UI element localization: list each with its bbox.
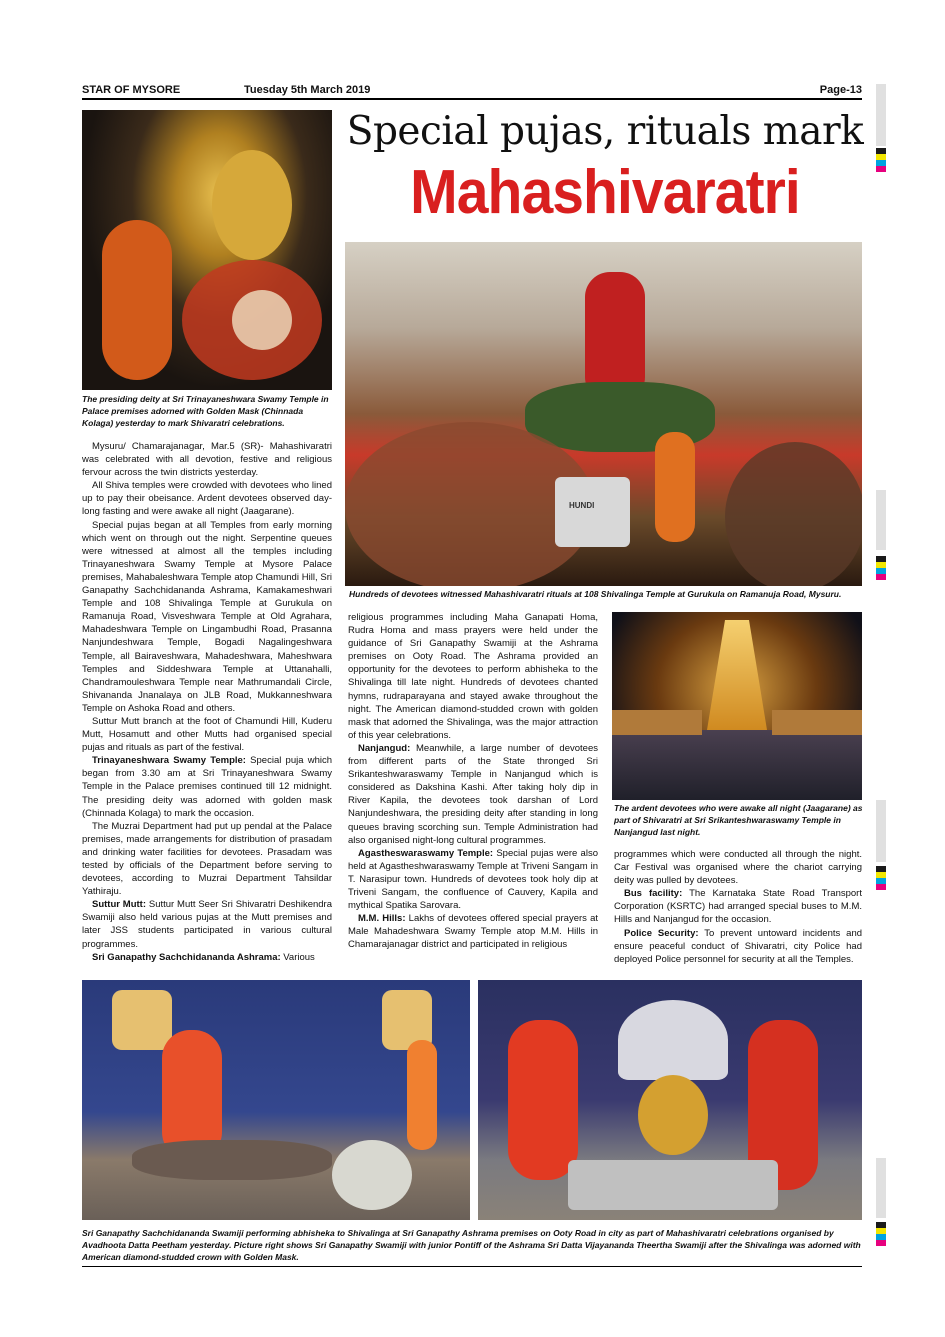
paragraph-text: Meanwhile, a large number of devotees from different parts of the State thronged Sri Srikanteshwaraswamy Temple in Nanjangud which is considered as Dakshina Kashi. After taking holy dip in River Kapila, the devotees took darshan of Lord Nanjundeshwara, the presiding deity after standing in long queues braving scorching sun. Temple Administration had also organised night-long cultural programmes. — [348, 742, 598, 846]
article-paragraph — [82, 715, 332, 754]
caption-main: Hundreds of devotees witnessed Mahashivaratri rituals at 108 Shivalinga Temple at Gurukula on Ramanuja Road, Mysuru. — [349, 589, 842, 599]
paragraph-text: Special pujas were also held at Agastheshwaraswamy Temple at Triveni Sangam in T. Narasipur town. Hundreds of devotees took holy dip at Triveni Sangam, the confluence of Cauvery, Kapila and mythical Spatika Sarovara. — [348, 847, 598, 912]
paragraph-text: programmes which were conducted all through the night. Car Festival was organised where the chariot carrying deity was pulled by devotees. — [614, 849, 862, 887]
photo-shivalinga-crowd — [345, 242, 862, 586]
margin-grey-bar-bottom — [876, 1158, 886, 1218]
headline-line1: Special pujas, rituals mark — [346, 109, 864, 154]
caption-top-left: The presiding deity at Sri Trinayaneshwara Swamy Temple in Palace premises adorned with Golden Mask (Chinnada Kolaga) yesterday to mark Shivaratri celebrations. — [82, 394, 329, 428]
paragraph-subhead: Sri Ganapathy Sachchidananda Ashrama: — [92, 951, 281, 963]
paragraph-text: All Shiva temples were crowded with devotees who lined up to pay their obeisance. Ardent devotees observed day-long fasting and were awake all night (Jaagarane). — [82, 480, 332, 518]
article-column-2 — [348, 611, 598, 951]
article-paragraph — [82, 951, 332, 964]
masthead — [82, 82, 862, 100]
paragraph-text: The Muzrai Department had put up pendal at the Palace premises, made arrangements for distribution of prasadam and drinking water facilities for devotees. Prasadam was tested by officials of the Department before serving to devotees, according to Muzrai Department Tahsildar Yathiraju. — [82, 820, 332, 898]
article-paragraph — [82, 440, 332, 479]
paragraph-text: Special puja which began from 3.30 am at Sri Trinayaneshwara Swamy Temple in the Palace premises continued till 12 midnight. The presiding deity was adorned with golden mask (Chinnada Kolaga) to mark the occasion. — [82, 755, 332, 819]
paragraph-subhead: Agastheswaraswamy Temple: — [358, 847, 494, 859]
paragraph-text: Various — [280, 951, 315, 963]
margin-grey-bar-mid — [876, 490, 886, 550]
photo-abhisheka-left — [82, 980, 470, 1220]
paragraph-subhead: Nanjangud: — [358, 742, 411, 754]
bottom-rule — [82, 1266, 862, 1267]
paragraph-text: Lakhs of devotees offered special prayers at Male Mahadeshwara Swamy Temple atop M.M. Hills in Chamarajanagar district and participated in religious — [348, 913, 598, 951]
paper-name: STAR OF MYSORE — [82, 84, 181, 96]
article-paragraph — [348, 847, 598, 912]
registration-mark-1 — [876, 148, 886, 172]
paragraph-subhead: Suttur Mutt: — [92, 899, 147, 911]
photo-nanjangud-temple — [612, 612, 862, 800]
article-paragraph — [614, 887, 862, 926]
photo-trinayaneshwara-deity — [82, 110, 332, 390]
registration-mark-4 — [876, 1222, 886, 1246]
article-paragraph — [82, 898, 332, 950]
paragraph-text: Mysuru/ Chamarajanagar, Mar.5 (SR)- Mahashivaratri was celebrated with all devotion, festive and religious fervour across the twin districts yesterday. — [82, 441, 332, 479]
article-paragraph — [614, 848, 862, 887]
paragraph-subhead: M.M. Hills: — [358, 913, 406, 925]
paragraph-text: Suttur Mutt Seer Sri Shivaratri Deshikendra Swamiji also held various pujas at the Mutt premises and later JSS students participated in various cultural programmes. — [82, 899, 332, 950]
margin-grey-bar-lower — [876, 800, 886, 862]
caption-bottom: Sri Ganapathy Sachchidananda Swamiji performing abhisheka to Shivalinga at Sri Ganapathy Ashrama premises on Ooty Road in city as part of Mahashivaratri celebrations organised by Avadhoota Datta Peetham yesterday. Picture right shows Sri Ganapathy Swamiji with junior Pontiff of the Ashrama Sri Datta Vijayananda Theertha Swamiji after the Shivalinga was adorned with American diamond-studded crown with Golden Mask. — [82, 1228, 861, 1262]
registration-mark-3 — [876, 866, 886, 890]
page-number: Page-13 — [819, 84, 862, 96]
paragraph-subhead: Police Security: — [624, 927, 699, 939]
paragraph-text: To prevent untoward incidents and ensure peaceful conduct of Shivaratri, city Police had deployed Police personnel for security at all the Temples. — [614, 927, 863, 965]
paragraph-text: Special pujas began at all Temples from early morning which went on through out the night. Serpentine queues were witnessed at almost all the temples including Trinayaneshwara Swamy Temple at Mysore Palace premises, Mahabaleshwara Temple atop Chamundi Hill, Sri Ganapathy Sachchidananda Ashrama, Kamakameshwari Temple and 108 Shivalinga Temple at Gurukula on Ramanuja Road, Visveshwara Temple at Old Agrahara, Mahadeshwara Temple on Lingambudhi Road, Prasanna Nanjundeshwara Temple, Bogadi Nagalingeshwara Temple, all Bairaveshwara, Mahadeshwara, Maheshwara Temples and Siddeshwara Temple at Uttanahalli, Chandramouleshwara Temple near Mathrumandali Circle, Shivananda Jnanalaya on JLB Road, Mukkanneshwara Temple on Ashoka Road and others. — [82, 519, 332, 714]
paragraph-text: religious programmes including Maha Ganapati Homa, Rudra Homa and mass prayers were held under the guidance of Sri Ganapathy Swamiji at the Ashrama premises on Ooty Road. The Ashrama provided an opportunity for the devotees to perform abhisheka to the Shivalinga till late night. Hundreds of devotees chanted hymns, rudraparayana and stayed awake throughout the night. The American diamond-studded crown with golden mask that adorned the Shivalinga, was the major attraction of this year celebrations. — [348, 612, 598, 741]
article-paragraph — [348, 912, 598, 951]
article-paragraph — [82, 754, 332, 819]
article-paragraph — [614, 927, 862, 966]
article-paragraph — [348, 611, 598, 742]
article-column-1 — [82, 440, 332, 964]
paragraph-text: The Karnataka State Road Transport Corporation (KSRTC) had arranged special buses to M.M. Hills and Nanjangud for the occasion. — [614, 888, 862, 926]
hundi-sign: HUNDI — [569, 501, 595, 510]
paragraph-subhead: Trinayaneshwara Swamy Temple: — [92, 755, 246, 767]
article-column-3 — [614, 848, 862, 966]
article-paragraph — [82, 519, 332, 715]
article-paragraph — [82, 820, 332, 899]
photo-golden-mask-right — [478, 980, 862, 1220]
paragraph-subhead: Bus facility: — [624, 888, 683, 900]
article-paragraph — [348, 742, 598, 847]
caption-temple: The ardent devotees who were awake all night (Jaagarane) as part of Shivaratri at Sri Srikanteshwaraswamy Temple in Nanjangud last night. — [614, 803, 863, 837]
paragraph-text: Suttur Mutt branch at the foot of Chamundi Hill, Kuderu Mutt, Hosamutt and other Mutts had organised special pujas and rituals as part of the festival. — [82, 715, 332, 754]
headline-line2: Mahashivaratri — [410, 158, 800, 227]
issue-date: Tuesday 5th March 2019 — [244, 84, 371, 96]
margin-grey-bar-top — [876, 84, 886, 146]
registration-mark-2 — [876, 556, 886, 580]
article-paragraph — [82, 479, 332, 518]
